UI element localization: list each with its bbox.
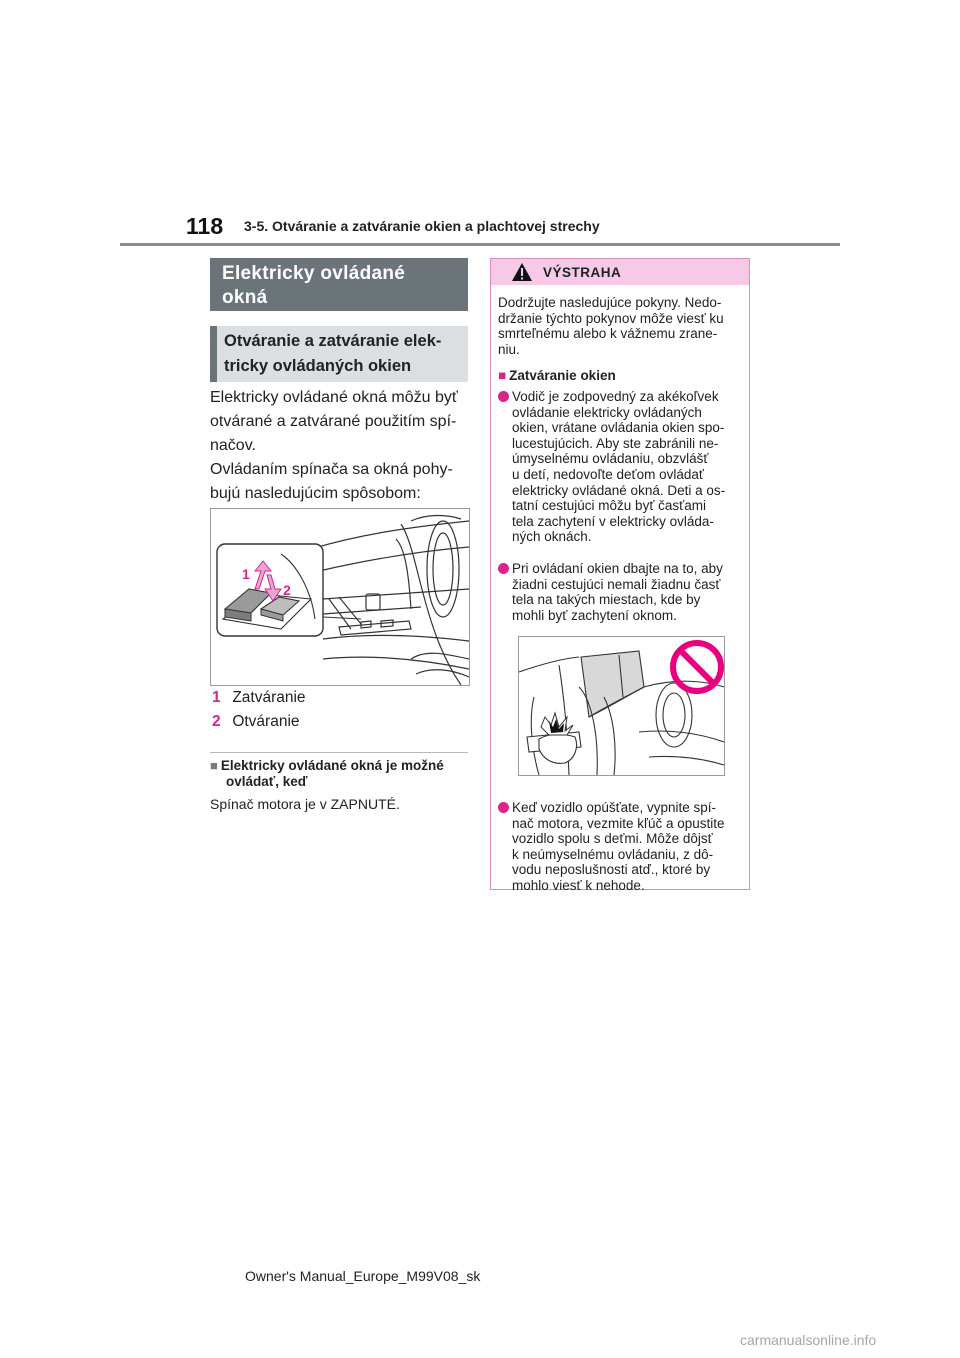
intro-line: otvárané a zatvárané použitím spí- bbox=[210, 413, 457, 430]
door-panel-drawing bbox=[211, 509, 469, 685]
page-number: 118 bbox=[186, 213, 224, 239]
section-title-box bbox=[210, 258, 468, 311]
window-switch-illustration bbox=[210, 508, 470, 686]
warning-subheading-text: Zatváranie okien bbox=[509, 368, 616, 383]
window-pinch-illustration bbox=[518, 636, 725, 776]
bullet-line: lucestujúcich. Aby ste zabránili ne- bbox=[512, 435, 719, 451]
subsection-title-line-2: tricky ovládaných okien bbox=[224, 357, 412, 375]
bullet-line: žiadni cestujúci nemali žiadnu časť bbox=[512, 576, 721, 592]
warning-intro bbox=[498, 295, 744, 357]
bullet-line: tela na takých miestach, kde by bbox=[512, 592, 701, 608]
note-heading bbox=[210, 758, 472, 790]
bullet-line: Keď vozidlo opúšťate, vypnite spí- bbox=[512, 800, 716, 815]
note-divider bbox=[210, 752, 468, 753]
bullet-line: ných oknách. bbox=[512, 529, 592, 545]
warning-triangle-icon bbox=[511, 262, 533, 282]
legend-item-close bbox=[212, 689, 306, 707]
bullet-line: elektricky ovládané okná. Deti a os- bbox=[512, 482, 726, 498]
header-divider bbox=[120, 243, 840, 246]
prohibition-sign-icon bbox=[673, 643, 721, 691]
hand-drawing bbox=[527, 713, 581, 763]
window-pinch-drawing bbox=[519, 637, 724, 775]
bullet-line: vozidlo spolu s deťmi. Môže dôjsť bbox=[512, 831, 713, 847]
warning-bullet bbox=[498, 800, 746, 894]
warning-intro-line: niu. bbox=[498, 341, 520, 357]
warning-title: VÝSTRAHA bbox=[543, 265, 622, 280]
bullet-line: ovládanie elektricky ovládaných bbox=[512, 404, 702, 420]
intro-line: bujú nasledujúcim spôsobom: bbox=[210, 485, 421, 502]
warning-bullet bbox=[498, 561, 746, 623]
switch-zoom-inset bbox=[217, 544, 323, 636]
chapter-title: 3-5. Otváranie a zatváranie okien a plachtovej strechy bbox=[244, 218, 600, 234]
legend-number: 2 bbox=[212, 713, 221, 730]
section-title: Elektricky ovládané okná bbox=[222, 263, 406, 308]
warning-intro-line: držanie týchto pokynov môže viesť ku bbox=[498, 310, 724, 326]
legend-label: Otváranie bbox=[232, 713, 300, 730]
square-bullet-icon: ■ bbox=[498, 368, 507, 383]
note-heading-line-2: ovládať, keď bbox=[226, 774, 308, 789]
bullet-line: úmyselnému ovládaniu, obzvlášť bbox=[512, 451, 709, 467]
watermark-text: carmanualsonline.info bbox=[740, 1332, 877, 1348]
legend-item-open bbox=[212, 713, 300, 731]
bullet-line: nač motora, vezmite kľúč a opustite bbox=[512, 815, 725, 831]
bullet-line: okien, vrátane ovládania okien spo- bbox=[512, 420, 725, 436]
bullet-line: tatní cestujúci môžu byť časťami bbox=[512, 498, 706, 514]
bullet-line: Vodič je zodpovedný za akékoľvek bbox=[512, 389, 719, 404]
warning-header bbox=[491, 259, 749, 285]
intro-line: Ovládaním spínača sa okná pohy- bbox=[210, 461, 453, 478]
bullet-line: mohli byť zachytení oknom. bbox=[512, 607, 677, 623]
legend-number: 1 bbox=[212, 689, 221, 706]
legend-label: Zatváranie bbox=[232, 689, 306, 706]
bullet-line: tela zachytení v elektricky ovláda- bbox=[512, 513, 714, 529]
intro-line: načov. bbox=[210, 437, 256, 454]
callout-2: 2 bbox=[283, 582, 291, 598]
warning-intro-line: Dodržujte nasledujúce pokyny. Nedo- bbox=[498, 295, 722, 310]
square-bullet-icon: ■ bbox=[210, 758, 218, 773]
bullet-line: vodu neposlušnosti atď., ktoré by bbox=[512, 862, 711, 878]
subsection-title-box bbox=[210, 326, 468, 382]
intro-line: Elektricky ovládané okná môžu byť bbox=[210, 389, 458, 406]
bullet-dot-icon bbox=[498, 563, 509, 574]
warning-bullet bbox=[498, 389, 746, 545]
callout-1: 1 bbox=[242, 566, 250, 582]
bullet-line: u detí, nedovoľte deťom ovládať bbox=[512, 466, 704, 482]
subsection-accent-bar bbox=[210, 326, 217, 382]
bullet-line: mohlo viesť k nehode. bbox=[512, 877, 645, 893]
bullet-dot-icon bbox=[498, 802, 509, 813]
warning-box bbox=[490, 258, 750, 893]
footer-text: Owner's Manual_Europe_M99V08_sk bbox=[245, 1268, 481, 1284]
note-heading-line-1: Elektricky ovládané okná je možné bbox=[220, 758, 444, 773]
bullet-dot-icon bbox=[498, 391, 509, 402]
bullet-line: k neúmyselnému ovládaniu, z dô- bbox=[512, 846, 714, 862]
subsection-title-line-1: Otváranie a zatváranie elek- bbox=[224, 332, 442, 350]
bullet-line: Pri ovládaní okien dbajte na to, aby bbox=[512, 561, 723, 576]
warning-intro-line: smrteľnému alebo k vážnemu zrane- bbox=[498, 326, 718, 342]
warning-subheading bbox=[498, 368, 616, 383]
intro-text bbox=[210, 386, 472, 506]
note-body: Spínač motora je v ZAPNUTÉ. bbox=[210, 796, 400, 812]
